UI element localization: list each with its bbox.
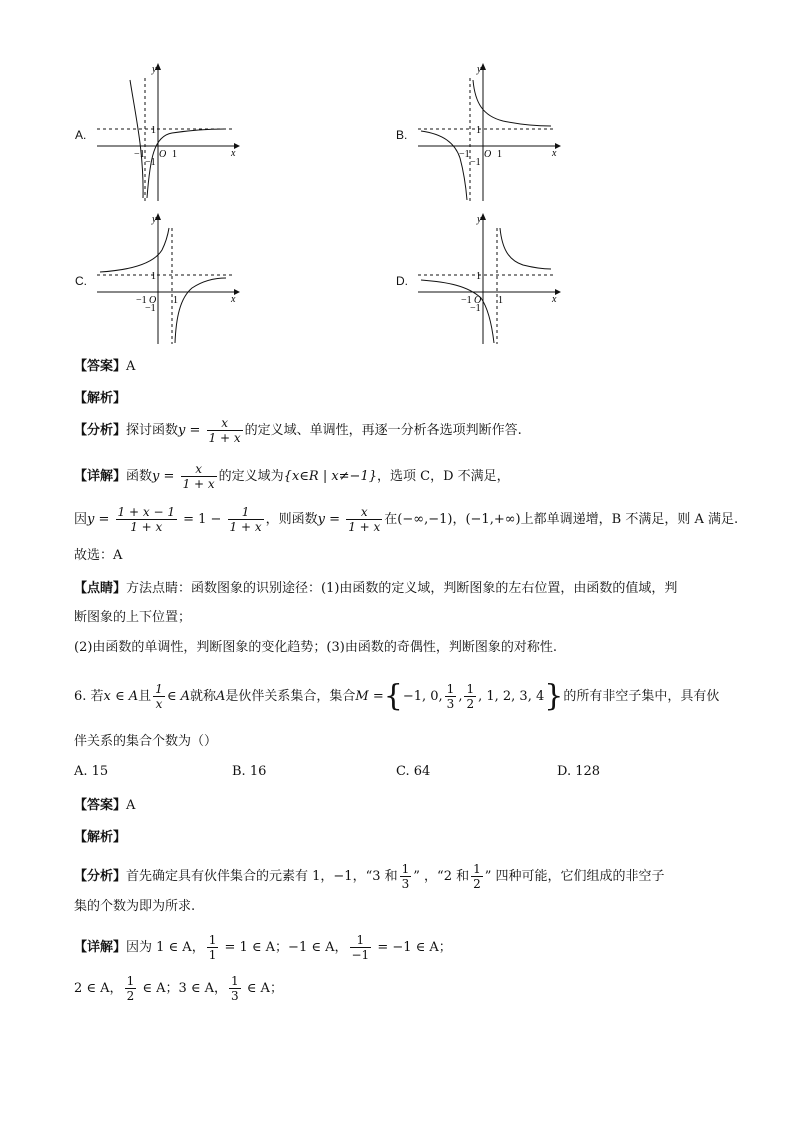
graph-c-origin: O — [149, 295, 157, 306]
q6-text: 是伙伴关系集合，集合 — [225, 689, 356, 704]
yin-text: 因 — [74, 512, 88, 527]
frac-den: 3 — [401, 877, 410, 891]
graph-a-origin: O — [159, 149, 167, 160]
graph-d-tick-1y: 1 — [476, 271, 481, 282]
graph-a-tick-neg1x: −1 — [134, 149, 145, 160]
fraction — [346, 505, 382, 534]
graph-a-y-label: y — [152, 64, 157, 75]
graph-d-x-label: x — [552, 294, 557, 305]
q6-option-c[interactable]: C. 64 — [396, 764, 431, 779]
domain-set: {x∈R | x≠−1} — [283, 469, 377, 484]
q6-text: 的所有非空子集中，具有伙 — [563, 689, 720, 704]
graph-a-x-label: x — [231, 148, 236, 159]
interval: ，(−1,+∞) — [452, 512, 521, 527]
fenxi-text: ” 四种可能，它们组成的非空子 — [484, 869, 665, 884]
fenxi-text: 首先确定具有伙伴集合的元素有 1，−1，“3 和 — [126, 869, 398, 884]
zai-text: 在 — [384, 512, 398, 527]
graph-d-y-label: y — [477, 214, 482, 225]
dianjing-text: 方法点睛：函数图象的识别途径：(1)由函数的定义域，判断图象的左右位置，由函数的值域，判 — [126, 581, 678, 596]
q5-dianjing-line3: (2)由函数的单调性，判断图象的变化趋势；(3)由函数的奇偶性，判断图象的对称性. — [74, 640, 557, 655]
frac-num: x — [207, 416, 243, 431]
q6-option-b[interactable]: B. 16 — [232, 764, 267, 779]
xiangjie-tag: 【详解】 — [74, 940, 127, 955]
dianjing-tag: 【点睛】 — [74, 581, 127, 596]
fenxi-tag: 【分析】 — [74, 423, 127, 438]
xj-text: = −1 ∈ A； — [373, 940, 452, 955]
frac-num: 1 — [466, 682, 475, 696]
xj-text: ，选项 C，D 不满足， — [377, 469, 510, 484]
right-brace: } — [544, 678, 564, 714]
graph-c-tick-1y: 1 — [151, 271, 156, 282]
analysis-tag: 【解析】 — [74, 830, 127, 845]
ze-text: ，则函数 — [265, 512, 318, 527]
graph-a-tick-1y: 1 — [151, 125, 156, 136]
set-elements: −1, 0, — [402, 689, 443, 704]
frac-den: 1 + x — [229, 520, 262, 534]
q6-option-d[interactable]: D. 128 — [557, 764, 601, 779]
xj-text: ∈ A； — [242, 981, 283, 996]
q6-answer-line — [74, 796, 135, 816]
frac-num: 1 — [350, 933, 372, 948]
answer-tag: 【答案】 — [74, 798, 127, 813]
fraction — [228, 505, 264, 534]
fenxi-text: ” ，“2 和 — [413, 869, 470, 884]
left-brace: { — [383, 678, 403, 714]
fraction — [116, 505, 177, 534]
fraction — [471, 862, 483, 891]
frac-den: 1 + x — [348, 520, 381, 534]
frac-num: 1 — [155, 682, 163, 696]
xiangjie-tag: 【详解】 — [74, 469, 127, 484]
fraction — [153, 682, 165, 711]
q6-option-a[interactable]: A. 15 — [74, 764, 109, 779]
q6-qie: 且 — [138, 689, 152, 704]
conclusion-text: 上都单调递增，B 不满足，则 A 满足. — [520, 512, 739, 527]
frac-num: 1 + x − 1 — [117, 505, 175, 519]
graph-a — [92, 58, 242, 208]
q6-analysis-line — [74, 828, 126, 848]
frac-num: 1 — [446, 682, 455, 696]
frac-den: 1 + x — [130, 520, 163, 534]
q6-xiangjie-line1 — [74, 933, 452, 962]
option-b-label: B. — [396, 128, 408, 142]
q5-answer-line — [74, 357, 135, 377]
graph-b — [413, 58, 563, 208]
graph-b-tick-neg1y: −1 — [470, 157, 481, 168]
frac-den: 2 — [473, 877, 481, 891]
xj-text: 函数 — [126, 469, 153, 484]
func-y: y — [152, 469, 160, 484]
frac-num: 1 — [401, 862, 410, 876]
graph-d-tick-1x: 1 — [498, 295, 503, 306]
minus-part: = 1 − — [178, 512, 226, 527]
q6-fenxi-line2: 集的个数为即为所求. — [74, 899, 196, 914]
eq: = — [94, 512, 114, 527]
graph-b-origin: O — [484, 149, 492, 160]
q5-choice-line: 故选：A — [74, 548, 123, 563]
frac-den: x — [155, 697, 163, 711]
frac-den: 2 — [466, 697, 475, 711]
q5-derivation-line — [74, 505, 738, 534]
frac-den: −1 — [351, 948, 370, 962]
fraction — [207, 933, 219, 962]
graph-c-tick-1x: 1 — [173, 295, 178, 306]
q5-xiangjie-line — [74, 462, 510, 491]
q6-set-a: A — [215, 689, 226, 704]
graph-b-tick-1y: 1 — [476, 125, 481, 136]
func-y: y — [87, 512, 95, 527]
graph-b-x-label: x — [552, 148, 557, 159]
xj-text: 因为 1 ∈ A， — [126, 940, 205, 955]
graph-a-tick-1x: 1 — [172, 149, 177, 160]
graph-b-tick-neg1x: −1 — [459, 149, 470, 160]
fraction — [207, 416, 243, 445]
func-y: y — [317, 512, 326, 527]
q6-in-a: ∈ A — [166, 689, 190, 704]
graph-d — [413, 208, 563, 348]
xj-text: 2 ∈ A， — [74, 981, 123, 996]
frac-den: 1 + x — [208, 431, 241, 445]
q6-num: 6. 若 — [74, 689, 104, 704]
q5-dianjing-line2: 断图象的上下位置； — [74, 610, 192, 625]
graph-c-y-label: y — [152, 214, 157, 225]
graph-d-tick-neg1y: −1 — [470, 303, 481, 314]
frac-num: x — [346, 505, 382, 520]
frac-num: 1 — [473, 862, 481, 876]
frac-num: 1 — [231, 974, 239, 988]
q6-m-eq: M = — [355, 689, 384, 704]
fraction — [350, 933, 372, 962]
interval: (−∞,−1) — [397, 512, 453, 527]
eq: = — [185, 423, 205, 438]
q5-fenxi-line — [74, 416, 522, 445]
answer-tag: 【答案】 — [74, 359, 127, 374]
frac-num: 1 — [228, 505, 264, 520]
answer-value: A — [126, 359, 136, 374]
graph-c — [92, 208, 242, 348]
q6-cond: x ∈ A — [103, 689, 139, 704]
q5-analysis-line — [74, 389, 126, 409]
frac-num: 1 — [126, 974, 135, 988]
graph-d-tick-neg1x: −1 — [461, 295, 472, 306]
frac-den: 1 — [208, 948, 217, 962]
xj-text: ∈ A；3 ∈ A， — [138, 981, 228, 996]
fraction — [464, 682, 476, 711]
fenxi-text: 探讨函数 — [126, 423, 179, 438]
func-y: y — [178, 423, 186, 438]
q6-stem-line1: 6. 若x ∈ A且 $\frac{1}{x}$ ∈ A就称A是伙伴关系集合，集合M ={−1, 0, $\frac{1}{3}$ , $\frac{1}{2}$ , 1, 2, 3, 4}的所有非空子集中，具有伙 — [74, 678, 720, 714]
fraction — [125, 974, 137, 1003]
analysis-tag: 【解析】 — [74, 391, 127, 406]
eq: = — [325, 512, 345, 527]
fenxi-tag: 【分析】 — [74, 869, 127, 884]
xj-text: 的定义域为 — [218, 469, 284, 484]
frac-den: 3 — [231, 989, 239, 1003]
graph-d-origin: O — [474, 295, 482, 306]
graph-a-tick-neg1y: −1 — [145, 157, 156, 168]
q6-xiangjie-line2 — [74, 974, 283, 1003]
xj-text: = 1 ∈ A；−1 ∈ A， — [220, 940, 348, 955]
set-elements: , 1, 2, 3, 4 — [478, 689, 545, 704]
frac-den: 1 + x — [182, 477, 215, 491]
fenxi-text-end: 的定义域、单调性，再逐一分析各选项判断作答. — [244, 423, 522, 438]
q5-dianjing-line1 — [74, 579, 677, 599]
fraction — [181, 462, 217, 491]
fraction — [445, 682, 457, 711]
q6-text: 就称 — [189, 689, 216, 704]
option-c-label: C. — [75, 274, 87, 288]
q6-stem-line2: 伴关系的集合个数为（） — [74, 734, 218, 749]
option-a-label: A. — [75, 128, 87, 142]
graph-c-x-label: x — [231, 294, 236, 305]
frac-num: x — [181, 462, 217, 477]
graph-c-tick-neg1x: −1 — [136, 295, 147, 306]
fraction — [229, 974, 241, 1003]
option-d-label: D. — [396, 274, 408, 288]
graph-c-tick-neg1y: −1 — [145, 303, 156, 314]
frac-den: 3 — [446, 697, 455, 711]
q6-fenxi-line — [74, 862, 665, 891]
eq: = — [159, 469, 179, 484]
fraction — [400, 862, 412, 891]
graph-b-y-label: y — [477, 64, 482, 75]
frac-num: 1 — [208, 933, 217, 947]
answer-value: A — [126, 798, 136, 813]
graph-b-tick-1x: 1 — [497, 149, 502, 160]
frac-den: 2 — [126, 989, 135, 1003]
